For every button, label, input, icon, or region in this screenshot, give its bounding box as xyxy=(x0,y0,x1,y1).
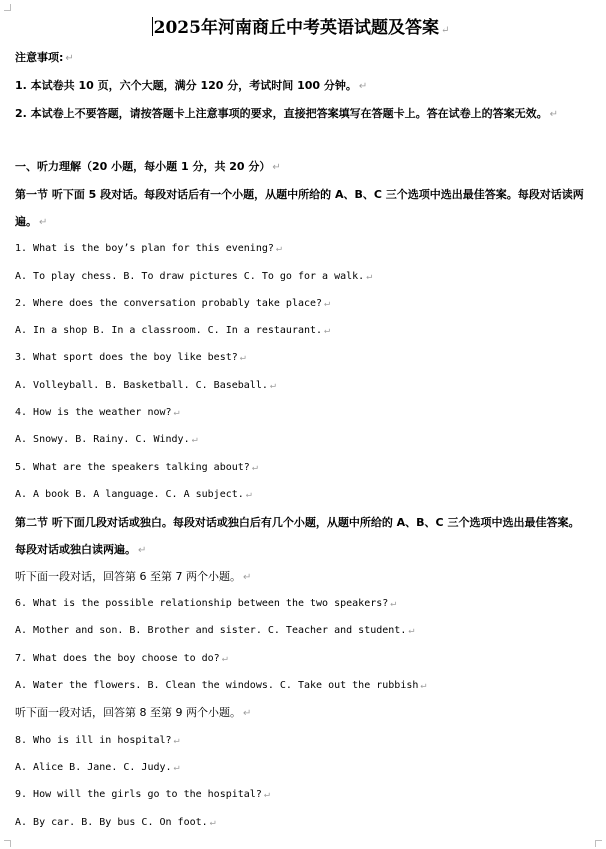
options-3: A. Volleyball. B. Basketball. C. Baseball. ↵ xyxy=(15,380,276,391)
paragraph-mark: ↵ xyxy=(65,53,74,64)
part1-heading: 一、听力理解（20 小题，每小题 1 分，共 20 分） ↵ xyxy=(15,160,281,173)
page-corner-mark xyxy=(4,840,11,847)
paragraph-mark: ↵ xyxy=(420,680,427,691)
question-8: 8. Who is ill in hospital? ↵ xyxy=(15,735,180,746)
options-8: A. Alice B. Jane. C. Judy. ↵ xyxy=(15,762,180,773)
question-7: 7. What does the boy choose to do? ↵ xyxy=(15,653,228,664)
paragraph-mark: ↵ xyxy=(39,217,48,228)
notice-item-1: 1. 本试卷共 10 页，六个大题，满分 120 分，考试时间 100 分钟。 ↵ xyxy=(15,79,368,92)
paragraph-mark: ↵ xyxy=(173,407,180,418)
paragraph-mark: ↵ xyxy=(324,325,331,336)
page-corner-mark xyxy=(595,840,602,847)
paragraph-mark: ↵ xyxy=(324,298,331,309)
options-7: A. Water the flowers. B. Clean the windows. C. Take out the rubbish ↵ xyxy=(15,680,427,691)
paragraph-mark: ↵ xyxy=(408,625,415,636)
paragraph-mark: ↵ xyxy=(209,817,216,828)
dialogue-intro-8-9: 听下面一段对话，回答第 8 至第 9 两个小题。 ↵ xyxy=(15,706,252,719)
paragraph-mark: ↵ xyxy=(173,762,180,773)
paragraph-mark: ↵ xyxy=(269,380,276,391)
question-6: 6. What is the possible relationship between the two speakers? ↵ xyxy=(15,598,397,609)
document-title[interactable]: 2025年河南商丘中考英语试题及答案 ↵ xyxy=(153,18,450,38)
options-5: A. A book B. A language. C. A subject. ↵ xyxy=(15,489,252,500)
text-cursor xyxy=(152,17,153,36)
paragraph-mark: ↵ xyxy=(358,81,368,92)
paragraph-mark: ↵ xyxy=(251,462,258,473)
paragraph-mark: ↵ xyxy=(366,271,373,282)
page-corner-mark xyxy=(4,4,11,11)
paragraph-mark: ↵ xyxy=(138,545,147,556)
section2-heading: 第二节 听下面几段对话或独白。每段对话或独白后有几个小题，从题中所给的 A、B、C 三个选项中选出最佳答案。每段对话或独白读两遍。 ↵ xyxy=(15,516,580,556)
question-2: 2. Where does the conversation probably take place? ↵ xyxy=(15,298,331,309)
question-5: 5. What are the speakers talking about? ↵ xyxy=(15,462,258,473)
paragraph-mark: ↵ xyxy=(239,352,246,363)
paragraph-mark: ↵ xyxy=(549,109,559,120)
paragraph-mark: ↵ xyxy=(191,434,198,445)
paragraph-mark: ↵ xyxy=(272,162,281,173)
paragraph-mark: ↵ xyxy=(440,25,450,36)
options-6: A. Mother and son. B. Brother and sister. C. Teacher and student. ↵ xyxy=(15,625,415,636)
options-1: A. To play chess. B. To draw pictures C. To go for a walk. ↵ xyxy=(15,271,373,282)
options-2: A. In a shop B. In a classroom. C. In a restaurant. ↵ xyxy=(15,325,331,336)
question-9: 9. How will the girls go to the hospital? ↵ xyxy=(15,789,270,800)
notice-item-2: 2. 本试卷上不要答题，请按答题卡上注意事项的要求，直接把答案填写在答题卡上。答在试卷上的答案无效。 ↵ xyxy=(15,107,559,120)
question-3: 3. What sport does the boy like best? ↵ xyxy=(15,352,246,363)
question-1: 1. What is the boy’s plan for this evening? ↵ xyxy=(15,243,282,254)
paragraph-mark: ↵ xyxy=(390,598,397,609)
paragraph-mark: ↵ xyxy=(173,735,180,746)
paragraph-mark: ↵ xyxy=(263,789,270,800)
section1-heading: 第一节 听下面 5 段对话。每段对话后有一个小题，从题中所给的 A、B、C 三个选项中选出最佳答案。每段对话读两遍。 ↵ xyxy=(15,188,584,228)
paragraph-mark: ↵ xyxy=(245,489,252,500)
notice-heading: 注意事项: ↵ xyxy=(15,51,74,64)
dialogue-intro-6-7: 听下面一段对话，回答第 6 至第 7 两个小题。 ↵ xyxy=(15,570,252,583)
paragraph-mark: ↵ xyxy=(221,653,228,664)
paragraph-mark: ↵ xyxy=(242,572,252,583)
options-9: A. By car. B. By bus C. On foot. ↵ xyxy=(15,817,216,828)
question-4: 4. How is the weather now? ↵ xyxy=(15,407,180,418)
options-4: A. Snowy. B. Rainy. C. Windy. ↵ xyxy=(15,434,198,445)
paragraph-mark: ↵ xyxy=(242,708,252,719)
paragraph-mark: ↵ xyxy=(275,243,282,254)
